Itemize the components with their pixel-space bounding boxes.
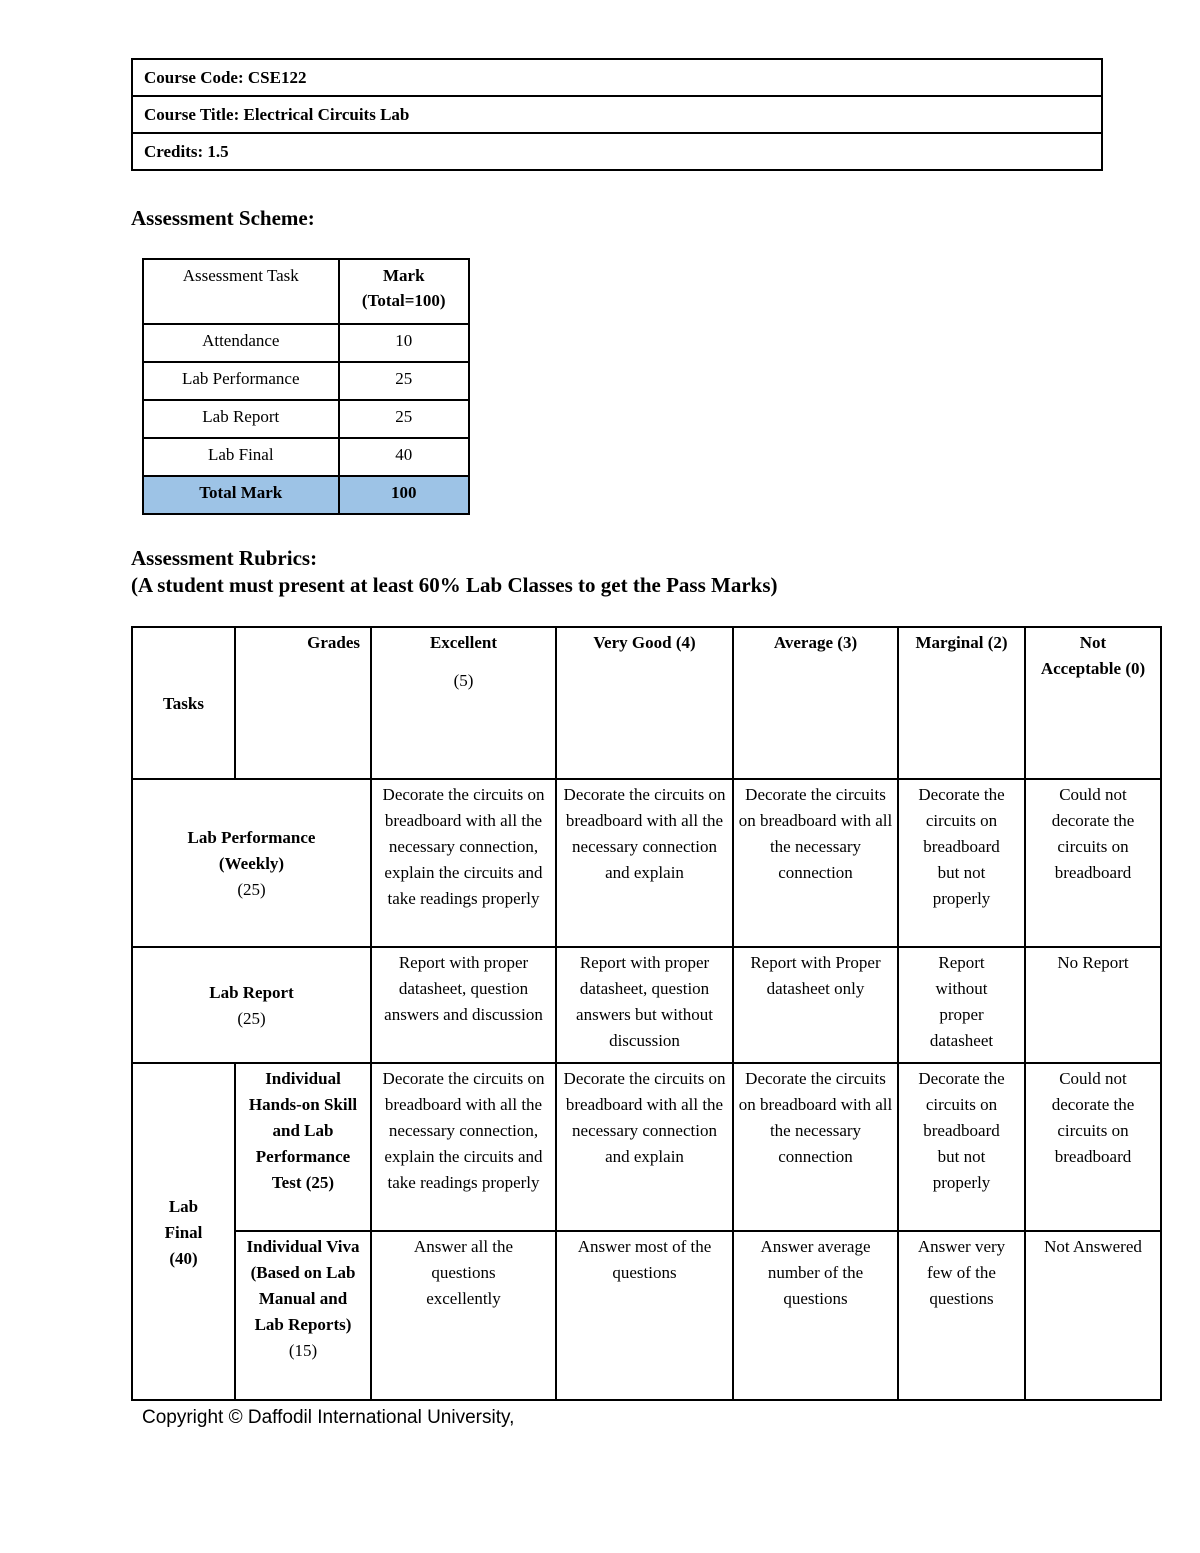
task-lab-final-line3: (40): [169, 1248, 198, 1268]
lab-report-average: Report with Proper datasheet only: [733, 947, 898, 1063]
course-code: Course Code: CSE122: [132, 59, 1102, 96]
task-lab-report-line2: (25): [237, 1009, 266, 1028]
viva-marginal: Answer very few of the questions: [898, 1231, 1025, 1400]
lab-performance-not-acceptable: Could not decorate the circuits on breadboard: [1025, 779, 1161, 947]
lab-report-very-good: Report with proper datasheet, question answers but without discussion: [556, 947, 733, 1063]
scheme-header-task: Assessment Task: [143, 259, 339, 324]
scheme-task: Lab Performance: [143, 362, 339, 400]
rubrics-heading: Assessment Rubrics:: [131, 546, 318, 570]
scheme-total-label: Total Mark: [143, 476, 339, 514]
task-lab-final-line2: Final: [164, 1222, 203, 1242]
viva-excellent: Answer all the questions excellently: [371, 1231, 556, 1400]
scheme-heading: Assessment Scheme:: [131, 206, 315, 230]
rubric-row-viva: [132, 1231, 1161, 1400]
copyright-footer: Copyright © Daffodil International University,: [142, 1407, 515, 1428]
grades-header: Grades: [235, 627, 371, 779]
hands-on-excellent: Decorate the circuits on breadboard with all the necessary connection, explain the circuits and take readings properly: [371, 1063, 556, 1231]
viva-very-good: Answer most of the questions: [556, 1231, 733, 1400]
lab-report-not-acceptable: No Report: [1025, 947, 1161, 1063]
task-lab-report-line1: Lab Report: [209, 983, 294, 1002]
task-lab-final: [132, 1063, 235, 1400]
grade-excellent-label: Excellent: [429, 633, 498, 652]
rubric-header-row: [132, 627, 1161, 779]
viva-not-acceptable: Not Answered: [1025, 1231, 1161, 1400]
lab-performance-excellent: Decorate the circuits on breadboard with all the necessary connection, explain the circuits and take readings properly: [371, 779, 556, 947]
lab-performance-very-good: Decorate the circuits on breadboard with all the necessary connection and explain: [556, 779, 733, 947]
grade-excellent-header: [371, 627, 556, 779]
lab-performance-marginal: Decorate the circuits on breadboard but not properly: [898, 779, 1025, 947]
scheme-row: [143, 400, 469, 438]
assessment-scheme-table: [142, 258, 470, 515]
course-title: Course Title: Electrical Circuits Lab: [132, 96, 1102, 133]
scheme-row: [143, 438, 469, 476]
task-lab-performance-line1: Lab Performance: [187, 828, 316, 847]
scheme-row: [143, 362, 469, 400]
course-credits: Credits: 1.5: [132, 133, 1102, 170]
rubric-row-lab-report: [132, 947, 1161, 1063]
scheme-mark: 25: [339, 400, 469, 438]
task-hands-on-skill: Individual Hands-on Skill and Lab Performance Test (25): [235, 1063, 371, 1231]
scheme-task: Lab Final: [143, 438, 339, 476]
scheme-header-mark-line2: (Total=100): [361, 291, 446, 310]
task-lab-performance-line2: (Weekly): [218, 854, 285, 873]
task-lab-performance-line3: (25): [237, 880, 266, 899]
hands-on-not-acceptable: Could not decorate the circuits on breadboard: [1025, 1063, 1161, 1231]
tasks-header: Tasks: [132, 627, 235, 779]
task-viva-main: Individual Viva (Based on Lab Manual and Lab Reports): [246, 1237, 360, 1334]
scheme-total-value: 100: [339, 476, 469, 514]
grade-very-good-header: Very Good (4): [556, 627, 733, 779]
scheme-task: Lab Report: [143, 400, 339, 438]
scheme-header-mark: [339, 259, 469, 324]
grade-marginal-header: Marginal (2): [898, 627, 1025, 779]
hands-on-very-good: Decorate the circuits on breadboard with all the necessary connection and explain: [556, 1063, 733, 1231]
task-viva: [235, 1231, 371, 1400]
scheme-mark: 10: [339, 324, 469, 362]
lab-performance-average: Decorate the circuits on breadboard with all the necessary connection: [733, 779, 898, 947]
task-lab-performance: [132, 779, 371, 947]
scheme-total-row: [143, 476, 469, 514]
scheme-row: [143, 324, 469, 362]
rubric-row-hands-on: [132, 1063, 1161, 1231]
task-lab-final-line1: Lab: [168, 1196, 199, 1216]
scheme-mark: 25: [339, 362, 469, 400]
rubrics-note: (A student must present at least 60% Lab Classes to get the Pass Marks): [131, 573, 778, 597]
viva-average: Answer average number of the questions: [733, 1231, 898, 1400]
lab-report-marginal: Report without proper datasheet: [898, 947, 1025, 1063]
assessment-rubrics-table: [131, 626, 1162, 1401]
scheme-header-mark-line1: Mark: [382, 266, 425, 285]
hands-on-average: Decorate the circuits on breadboard with all the necessary connection: [733, 1063, 898, 1231]
course-info-table: [131, 58, 1103, 171]
grade-excellent-score: (5): [453, 671, 474, 690]
scheme-mark: 40: [339, 438, 469, 476]
grade-not-acceptable-header: Not Acceptable (0): [1025, 627, 1161, 779]
scheme-task: Attendance: [143, 324, 339, 362]
lab-report-excellent: Report with proper datasheet, question answers and discussion: [371, 947, 556, 1063]
hands-on-marginal: Decorate the circuits on breadboard but not properly: [898, 1063, 1025, 1231]
rubric-row-lab-performance: [132, 779, 1161, 947]
task-viva-score: (15): [288, 1341, 318, 1360]
grade-average-header: Average (3): [733, 627, 898, 779]
task-lab-report: [132, 947, 371, 1063]
